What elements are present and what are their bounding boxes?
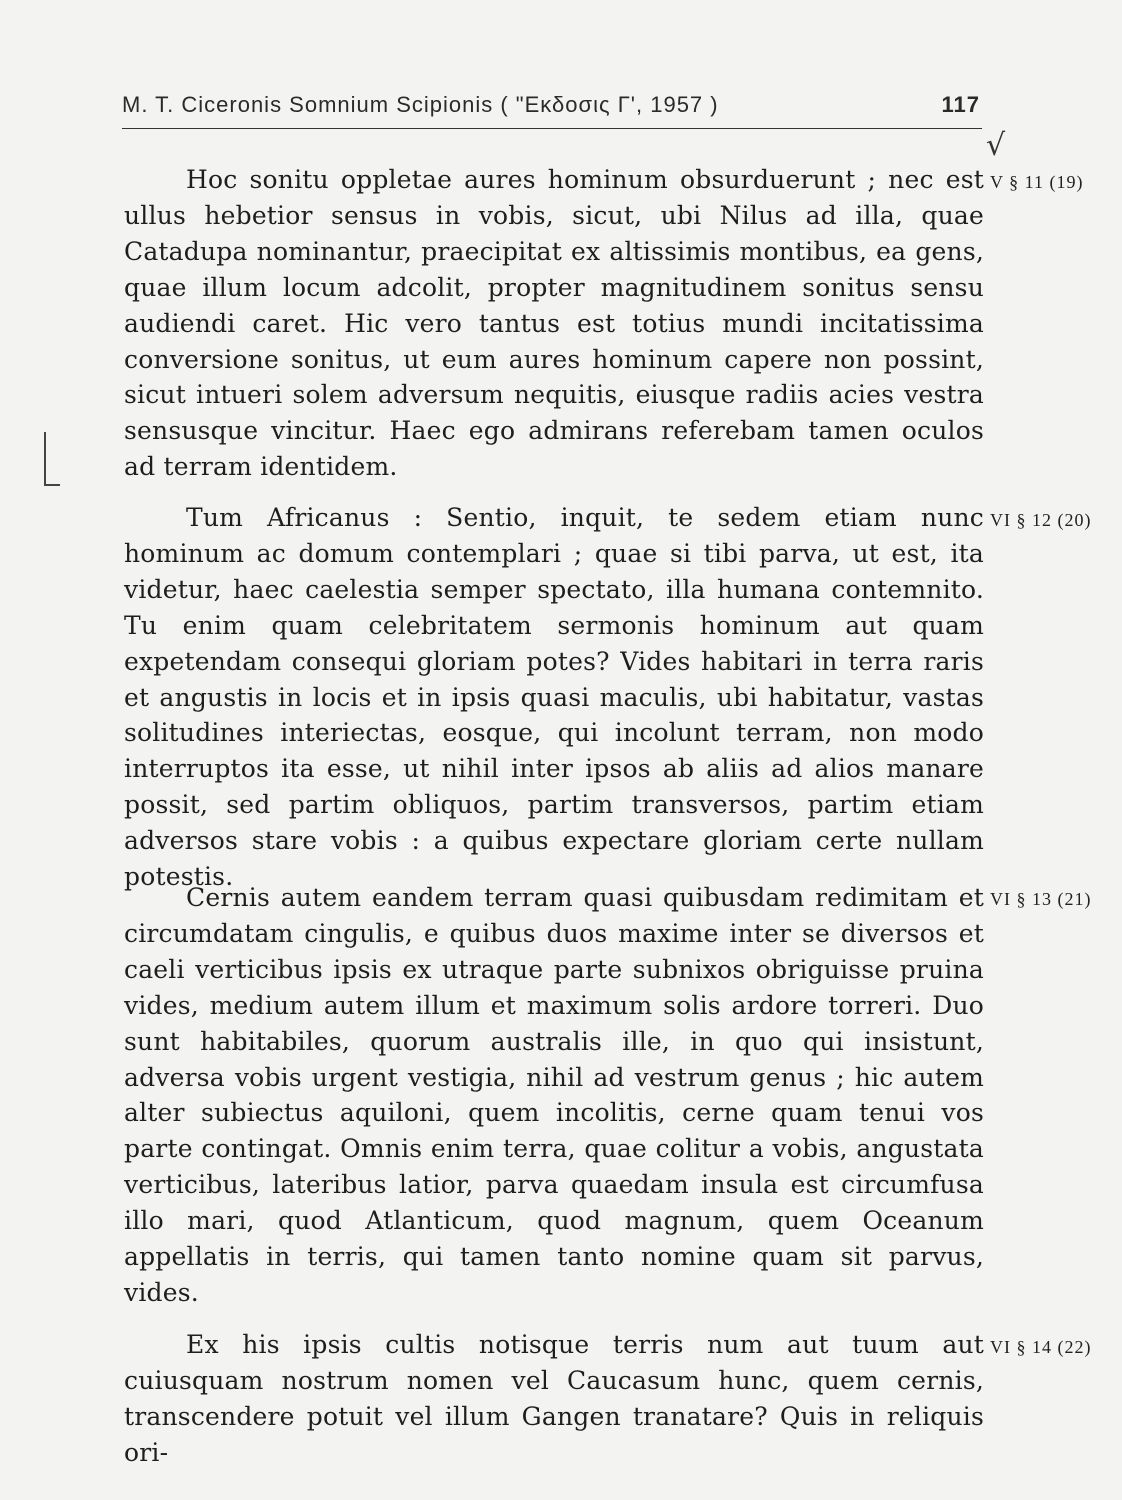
paragraph-2: Tum Africanus : Sentio, inquit, te sedem etiam nunc hominum ac domum contemplari ; quae si tibi parva, ut est, ita videtur, haec caelestia semper spectato, illa humana contemnito. Tu enim quam celebritatem sermonis hominum aut quam expetendam consequi gloriam potes? Vides habitari in terra raris et angustis in locis et in ipsis quasi maculis, ubi habitatur, vastas solitudines interiectas, eosque, qui incolunt terram, non modo interruptos ita esse, ut nihil inter ipsos ab aliis ad alios manare possit, sed partim obliquos, partim transversos, partim etiam adversos stare vobis : a quibus expectare gloriam certe nullam potestis. (124, 503, 984, 892)
running-header (122, 88, 982, 129)
paragraph-3: Cernis autem eandem terram quasi quibusdam redimitam et circumdatam cingulis, e quibus duos maxime inter se diversos et caeli verticibus ipsis ex utraque parte subnixos obriguisse pruina vides, medium autem illum et maximum solis ardore torreri. Duo sunt habitabiles, quorum australis ille, in quo qui insistunt, adversa vobis urgent vestigia, nihil ad vestrum genus ; hic autem alter subiectus aquiloni, quem incolitis, cerne quam tenui vos parte contingat. Omnis enim terra, quae colitur a vobis, angustata verticibus, lateribus latior, parva quaedam insula est circumfusa illo mari, quod Atlanticum, quod magnum, quem Oceanum appellatis in terris, qui tamen tanto nomine quam sit parvus, vides. (124, 883, 984, 1307)
header-title: M. T. Ciceronis Somnium Scipionis ( "Εκδοσις Γ', 1957 ) (122, 92, 719, 117)
margin-bracket-icon (44, 432, 60, 486)
page-number: 117 (941, 92, 980, 117)
check-mark-icon: √ (986, 128, 1006, 163)
section-ref-4: VI § 14 (22) (990, 1337, 1092, 1357)
section-ref-3: VI § 13 (21) (990, 889, 1092, 909)
section-ref-2: VI § 12 (20) (990, 510, 1092, 530)
paragraph-4: Ex his ipsis cultis notisque terris num aut tuum aut cuiusquam nostrum nomen vel Caucasum hunc, quem cernis, transcendere potuit vel illum Gangen tranatare? Quis in reliquis ori- (124, 1330, 984, 1467)
section-ref-1: V § 11 (19) (990, 172, 1084, 192)
paragraph-1: Hoc sonitu oppletae aures hominum obsurduerunt ; nec est ullus hebetior sensus in vobis, sicut, ubi Nilus ad illa, quae Catadupa nominantur, praecipitat ex altissimis montibus, ea gens, quae illum locum adcolit, propter magnitudinem sonitus sensu audiendi caret. Hic vero tantus est totius mundi incitatissima conversione sonitus, ut eum aures hominum capere non possint, sicut intueri solem adversum nequitis, eiusque radiis acies vestra sensusque vincitur. Haec ego admirans referebam tamen oculos ad terram identidem. (124, 165, 984, 482)
